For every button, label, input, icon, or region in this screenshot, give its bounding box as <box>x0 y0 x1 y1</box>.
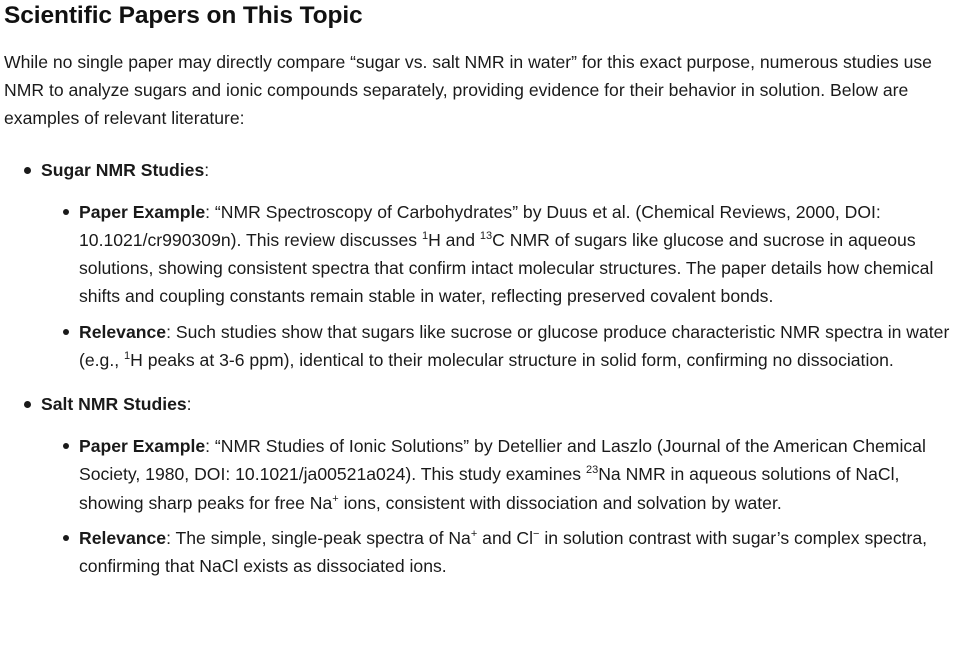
sublist-item-text: H peaks at 3-6 ppm), identical to their molecular structure in solid form, confirming no dissociation. <box>130 349 894 370</box>
bullet-icon <box>63 209 69 215</box>
sublist-item-text: : Such studies show that sugars like sucrose or glucose produce characteristic NMR spectra in water (e.g., <box>79 321 950 370</box>
salt-sublist <box>41 432 966 580</box>
sublist-item-relevance <box>41 524 966 580</box>
superscript: 1 <box>421 230 429 243</box>
bullet-icon <box>24 167 31 174</box>
list-item-salt-nmr-studies <box>4 390 966 580</box>
superscript: − <box>533 527 540 540</box>
section-heading: Scientific Papers on This Topic <box>4 2 363 29</box>
superscript: + <box>332 492 339 505</box>
list-item-colon: : <box>186 394 192 415</box>
sublist-item-text: C NMR of sugars like glucose and sucrose in aqueous solutions, showing consistent spectra that confirm intact molecular structures. The paper details how chemical shifts and coupling constants remain stable in water, reflecting preserved covalent bonds. <box>79 230 934 307</box>
superscript: + <box>470 527 478 540</box>
sublist-item-text: H and <box>428 230 480 251</box>
list-item-colon: : <box>204 159 210 180</box>
sublist-item-text: Na NMR in aqueous solutions of NaCl, showing sharp peaks for free Na <box>79 464 900 513</box>
superscript: 1 <box>123 349 131 362</box>
article-content <box>4 0 966 580</box>
sublist-item-label: Paper Example <box>79 201 206 222</box>
sublist-item-text: : “NMR Studies of Ionic Solutions” by Detellier and Laszlo (Journal of the American Chemical Society, 1980, DOI: 10.1021/ja00521a024). This study examines <box>79 436 926 485</box>
sublist-item-label: Relevance <box>79 527 167 548</box>
list-item-title: Salt NMR Studies <box>41 394 187 415</box>
bullet-icon <box>63 329 69 335</box>
superscript: 23 <box>585 464 599 477</box>
superscript: 13 <box>479 230 493 243</box>
sublist-item-label: Paper Example <box>79 436 206 457</box>
list-item-sugar-nmr-studies <box>4 156 966 374</box>
sublist-item-text: in solution contrast with sugar’s complex spectra, confirming that NaCl exists as dissociated ions. <box>79 527 928 577</box>
sublist-item-text: and Cl <box>477 527 534 548</box>
studies-list <box>4 156 966 581</box>
sublist-item-text: ions, consistent with dissociation and solvation by water. <box>338 492 782 513</box>
sugar-sublist <box>41 198 966 374</box>
bullet-icon <box>63 443 69 449</box>
sublist-item-paper-example <box>41 198 966 311</box>
sublist-item-text: : “NMR Spectroscopy of Carbohydrates” by Duus et al. (Chemical Reviews, 2000, DOI: 10.1021/cr990309n). This review discusses <box>79 201 881 251</box>
list-item-title: Sugar NMR Studies <box>41 159 205 180</box>
bullet-icon <box>24 401 31 408</box>
intro-paragraph: While no single paper may directly compare “sugar vs. salt NMR in water” for this exact purpose, numerous studies use NMR to analyze sugars and ionic compounds separately, providing evidence for their behavior in solution. Below are examples of relevant literature: <box>4 52 932 129</box>
sublist-item-text: : The simple, single-peak spectra of Na <box>166 527 471 548</box>
sublist-item-paper-example <box>41 432 966 517</box>
bullet-icon <box>63 535 69 541</box>
sublist-item-label: Relevance <box>79 321 167 342</box>
sublist-item-relevance <box>41 318 966 374</box>
